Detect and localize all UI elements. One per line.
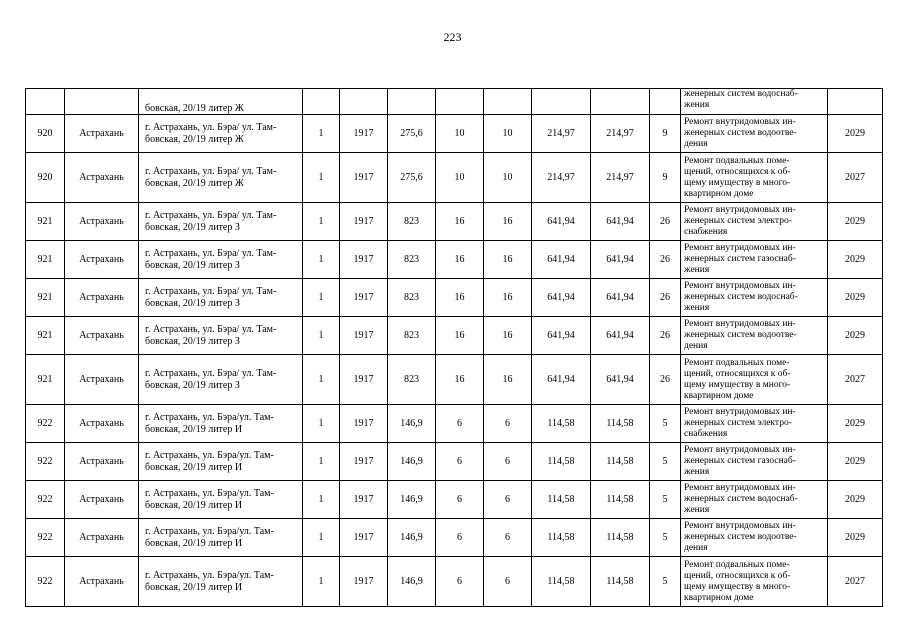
address-cell <box>139 519 303 557</box>
planned-year-cell: 2029 <box>828 405 883 443</box>
work-type-line: жения <box>684 100 710 110</box>
value-cell-2: 16 <box>484 279 532 317</box>
row-number-cell: 920 <box>26 115 65 153</box>
city-cell: Астрахань <box>65 355 139 405</box>
area-cell: 823 <box>388 355 436 405</box>
planned-year-cell: 2029 <box>828 241 883 279</box>
value-cell-3: 26 <box>650 241 681 279</box>
year-built-cell: 1917 <box>340 279 388 317</box>
table-row <box>26 115 883 153</box>
work-type-line: Ремонт внутридомовых ин- <box>684 319 796 329</box>
area-cell: 146,9 <box>388 557 436 607</box>
address-line: бовская, 20/19 литер З <box>145 259 240 271</box>
work-type-line: жения <box>684 265 710 275</box>
amount-cell-2: 641,94 <box>591 317 650 355</box>
work-type-line: дения <box>684 341 708 351</box>
value-cell-1: 6 <box>436 557 484 607</box>
table-row <box>26 519 883 557</box>
address-cell <box>139 405 303 443</box>
amount-cell-2: 114,58 <box>591 443 650 481</box>
count-cell: 1 <box>303 317 340 355</box>
count-cell: 1 <box>303 405 340 443</box>
work-type-cell <box>681 115 828 153</box>
address-line: бовская, 20/19 литер Ж <box>145 133 244 145</box>
amount-cell-2: 641,94 <box>591 203 650 241</box>
amount-cell-1 <box>532 89 591 115</box>
work-type-cell <box>681 153 828 203</box>
value-cell-1: 16 <box>436 355 484 405</box>
value-cell-3: 26 <box>650 279 681 317</box>
address-cell <box>139 279 303 317</box>
amount-cell-1: 114,58 <box>532 443 591 481</box>
address-line: г. Астрахань, ул. Бэра/ул. Там- <box>145 412 274 423</box>
amount-cell-2: 641,94 <box>591 279 650 317</box>
work-type-line: снабжения <box>684 227 728 237</box>
address-cell <box>139 241 303 279</box>
value-cell-2: 16 <box>484 355 532 405</box>
amount-cell-1: 641,94 <box>532 203 591 241</box>
count-cell <box>303 89 340 115</box>
value-cell-2: 10 <box>484 153 532 203</box>
work-type-line: Ремонт подвальных поме- <box>684 357 790 368</box>
row-number-cell: 920 <box>26 153 65 203</box>
value-cell-2: 6 <box>484 557 532 607</box>
year-built-cell: 1917 <box>340 153 388 203</box>
work-type-line: Ремонт внутридомовых ин- <box>684 521 796 531</box>
city-cell: Астрахань <box>65 115 139 153</box>
year-built-cell: 1917 <box>340 115 388 153</box>
value-cell-2: 16 <box>484 241 532 279</box>
amount-cell-1: 214,97 <box>532 153 591 203</box>
row-number-cell: 921 <box>26 203 65 241</box>
count-cell: 1 <box>303 481 340 519</box>
address-cell <box>139 481 303 519</box>
city-cell <box>65 89 139 115</box>
work-type-line: Ремонт внутридомовых ин- <box>684 117 796 127</box>
area-cell: 146,9 <box>388 443 436 481</box>
city-cell: Астрахань <box>65 241 139 279</box>
table-row <box>26 405 883 443</box>
work-type-line: женерных систем водоотве- <box>684 532 797 542</box>
city-cell: Астрахань <box>65 443 139 481</box>
amount-cell-2: 214,97 <box>591 115 650 153</box>
work-type-cell <box>681 317 828 355</box>
work-type-cell <box>681 557 828 607</box>
work-type-line: Ремонт внутридомовых ин- <box>684 483 796 493</box>
value-cell-1: 16 <box>436 279 484 317</box>
work-type-line: женерных систем водоснаб- <box>684 292 798 302</box>
year-built-cell: 1917 <box>340 355 388 405</box>
city-cell: Астрахань <box>65 519 139 557</box>
work-type-line: щений, относящихся к об- <box>684 368 791 379</box>
row-number-cell: 921 <box>26 355 65 405</box>
row-number-cell: 921 <box>26 317 65 355</box>
work-type-line: женерных систем электро- <box>684 418 792 428</box>
value-cell-2: 16 <box>484 203 532 241</box>
work-type-line: квартирном доме <box>684 188 754 199</box>
area-cell <box>388 89 436 115</box>
address-line: г. Астрахань, ул. Бэра/ ул. Там- <box>145 324 277 335</box>
value-cell-2: 6 <box>484 519 532 557</box>
work-type-line: женерных систем водоснаб- <box>684 494 798 504</box>
work-type-line: Ремонт внутридомовых ин- <box>684 281 796 291</box>
count-cell: 1 <box>303 443 340 481</box>
value-cell-2: 6 <box>484 443 532 481</box>
address-line: бовская, 20/19 литер Ж <box>145 177 244 189</box>
year-built-cell: 1917 <box>340 519 388 557</box>
value-cell-1 <box>436 89 484 115</box>
address-line: г. Астрахань, ул. Бэра/ул. Там- <box>145 526 274 537</box>
amount-cell-1: 114,58 <box>532 519 591 557</box>
count-cell: 1 <box>303 279 340 317</box>
planned-year-cell: 2029 <box>828 317 883 355</box>
work-type-cell <box>681 519 828 557</box>
area-cell: 146,9 <box>388 519 436 557</box>
amount-cell-2: 641,94 <box>591 355 650 405</box>
work-type-line: щему имуществу в много- <box>684 379 791 390</box>
area-cell: 823 <box>388 279 436 317</box>
area-cell: 275,6 <box>388 115 436 153</box>
work-type-line: жения <box>684 303 710 313</box>
address-cell <box>139 443 303 481</box>
amount-cell-1: 641,94 <box>532 317 591 355</box>
address-line: бовская, 20/19 литер Ж <box>145 102 244 114</box>
work-type-line: женерных систем водоотве- <box>684 330 797 340</box>
count-cell: 1 <box>303 557 340 607</box>
value-cell-3: 5 <box>650 443 681 481</box>
value-cell-3: 26 <box>650 317 681 355</box>
address-cell <box>139 115 303 153</box>
count-cell: 1 <box>303 153 340 203</box>
work-type-line: щему имуществу в много- <box>684 581 791 592</box>
city-cell: Астрахань <box>65 153 139 203</box>
row-number-cell: 922 <box>26 443 65 481</box>
area-cell: 146,9 <box>388 481 436 519</box>
address-cell <box>139 355 303 405</box>
row-number-cell: 921 <box>26 279 65 317</box>
address-line: г. Астрахань, ул. Бэра/ ул. Там- <box>145 210 277 221</box>
year-built-cell: 1917 <box>340 557 388 607</box>
work-type-line: дения <box>684 139 708 149</box>
row-number-cell: 922 <box>26 557 65 607</box>
year-built-cell: 1917 <box>340 317 388 355</box>
amount-cell-1: 114,58 <box>532 405 591 443</box>
work-type-cell <box>681 405 828 443</box>
work-type-cell <box>681 355 828 405</box>
address-line: г. Астрахань, ул. Бэра/ ул. Там- <box>145 166 277 177</box>
work-type-line: дения <box>684 543 708 553</box>
row-number-cell: 922 <box>26 481 65 519</box>
planned-year-cell: 2029 <box>828 481 883 519</box>
planned-year-cell: 2029 <box>828 279 883 317</box>
area-cell: 823 <box>388 241 436 279</box>
amount-cell-2: 214,97 <box>591 153 650 203</box>
year-built-cell: 1917 <box>340 443 388 481</box>
address-line: г. Астрахань, ул. Бэра/ ул. Там- <box>145 122 277 133</box>
area-cell: 146,9 <box>388 405 436 443</box>
year-built-cell <box>340 89 388 115</box>
area-cell: 823 <box>388 317 436 355</box>
area-cell: 823 <box>388 203 436 241</box>
value-cell-1: 16 <box>436 203 484 241</box>
value-cell-1: 10 <box>436 153 484 203</box>
value-cell-1: 6 <box>436 481 484 519</box>
table-row <box>26 153 883 203</box>
table-row <box>26 203 883 241</box>
count-cell: 1 <box>303 241 340 279</box>
work-type-line: Ремонт внутридомовых ин- <box>684 243 796 253</box>
amount-cell-1: 114,58 <box>532 481 591 519</box>
work-type-cell <box>681 241 828 279</box>
city-cell: Астрахань <box>65 557 139 607</box>
city-cell: Астрахань <box>65 203 139 241</box>
year-built-cell: 1917 <box>340 241 388 279</box>
count-cell: 1 <box>303 519 340 557</box>
address-line: г. Астрахань, ул. Бэра/ул. Там- <box>145 488 274 499</box>
work-type-cell <box>681 89 828 115</box>
amount-cell-2: 114,58 <box>591 519 650 557</box>
address-cell <box>139 557 303 607</box>
city-cell: Астрахань <box>65 317 139 355</box>
value-cell-3: 5 <box>650 481 681 519</box>
value-cell-1: 16 <box>436 241 484 279</box>
table-row <box>26 89 883 115</box>
address-line: г. Астрахань, ул. Бэра/ ул. Там- <box>145 286 277 297</box>
value-cell-3: 26 <box>650 203 681 241</box>
work-type-line: Ремонт подвальных поме- <box>684 155 790 166</box>
value-cell-2 <box>484 89 532 115</box>
address-line: г. Астрахань, ул. Бэра/ул. Там- <box>145 570 274 581</box>
value-cell-2: 6 <box>484 481 532 519</box>
work-type-cell <box>681 443 828 481</box>
count-cell: 1 <box>303 115 340 153</box>
address-cell <box>139 317 303 355</box>
work-type-line: женерных систем водоснаб- <box>684 89 798 99</box>
work-type-cell <box>681 481 828 519</box>
work-type-line: женерных систем газоснаб- <box>684 456 796 466</box>
address-line: бовская, 20/19 литер И <box>145 581 243 593</box>
address-cell <box>139 203 303 241</box>
planned-year-cell: 2029 <box>828 519 883 557</box>
year-built-cell: 1917 <box>340 203 388 241</box>
work-type-line: Ремонт внутридомовых ин- <box>684 445 796 455</box>
row-number-cell: 922 <box>26 405 65 443</box>
value-cell-1: 10 <box>436 115 484 153</box>
planned-year-cell: 2029 <box>828 203 883 241</box>
work-type-line: женерных систем электро- <box>684 216 792 226</box>
address-line: г. Астрахань, ул. Бэра/ ул. Там- <box>145 368 277 379</box>
value-cell-3: 5 <box>650 519 681 557</box>
page-number: 223 <box>443 30 462 44</box>
address-line: бовская, 20/19 литер И <box>145 499 243 511</box>
table-row <box>26 557 883 607</box>
value-cell-1: 6 <box>436 519 484 557</box>
amount-cell-2: 641,94 <box>591 241 650 279</box>
value-cell-3 <box>650 89 681 115</box>
table-row <box>26 355 883 405</box>
city-cell: Астрахань <box>65 405 139 443</box>
year-built-cell: 1917 <box>340 405 388 443</box>
amount-cell-1: 214,97 <box>532 115 591 153</box>
area-cell: 275,6 <box>388 153 436 203</box>
work-type-cell <box>681 279 828 317</box>
year-built-cell: 1917 <box>340 481 388 519</box>
amount-cell-2 <box>591 89 650 115</box>
value-cell-3: 26 <box>650 355 681 405</box>
amount-cell-1: 114,58 <box>532 557 591 607</box>
address-line: бовская, 20/19 литер И <box>145 461 243 473</box>
amount-cell-2: 114,58 <box>591 405 650 443</box>
amount-cell-2: 114,58 <box>591 481 650 519</box>
work-type-line: женерных систем водоотве- <box>684 128 797 138</box>
value-cell-1: 6 <box>436 405 484 443</box>
work-type-line: Ремонт внутридомовых ин- <box>684 205 796 215</box>
work-type-line: жения <box>684 505 710 515</box>
work-type-line: жения <box>684 467 710 477</box>
value-cell-3: 9 <box>650 115 681 153</box>
work-type-line: Ремонт подвальных поме- <box>684 559 790 570</box>
work-type-line: щений, относящихся к об- <box>684 166 791 177</box>
table-row <box>26 317 883 355</box>
value-cell-2: 6 <box>484 405 532 443</box>
address-cell <box>139 89 303 115</box>
address-line: бовская, 20/19 литер И <box>145 423 243 435</box>
repair-schedule-table <box>25 88 883 607</box>
work-type-line: щему имуществу в много- <box>684 177 791 188</box>
value-cell-3: 5 <box>650 557 681 607</box>
planned-year-cell: 2027 <box>828 153 883 203</box>
table-row <box>26 443 883 481</box>
table-row <box>26 279 883 317</box>
work-type-line: квартирном доме <box>684 592 754 603</box>
planned-year-cell: 2029 <box>828 443 883 481</box>
work-type-cell <box>681 203 828 241</box>
value-cell-3: 9 <box>650 153 681 203</box>
value-cell-1: 16 <box>436 317 484 355</box>
address-line: г. Астрахань, ул. Бэра/ ул. Там- <box>145 248 277 259</box>
address-line: бовская, 20/19 литер З <box>145 221 240 233</box>
work-type-line: квартирном доме <box>684 390 754 401</box>
work-type-line: снабжения <box>684 429 728 439</box>
value-cell-3: 5 <box>650 405 681 443</box>
address-line: бовская, 20/19 литер И <box>145 537 243 549</box>
table-row <box>26 481 883 519</box>
planned-year-cell <box>828 89 883 115</box>
address-line: бовская, 20/19 литер З <box>145 335 240 347</box>
row-number-cell <box>26 89 65 115</box>
amount-cell-1: 641,94 <box>532 355 591 405</box>
planned-year-cell: 2029 <box>828 115 883 153</box>
amount-cell-2: 114,58 <box>591 557 650 607</box>
value-cell-1: 6 <box>436 443 484 481</box>
address-line: бовская, 20/19 литер З <box>145 297 240 309</box>
address-cell <box>139 153 303 203</box>
address-line: г. Астрахань, ул. Бэра/ул. Там- <box>145 450 274 461</box>
value-cell-2: 10 <box>484 115 532 153</box>
planned-year-cell: 2027 <box>828 557 883 607</box>
planned-year-cell: 2027 <box>828 355 883 405</box>
amount-cell-1: 641,94 <box>532 279 591 317</box>
table-row <box>26 241 883 279</box>
work-type-line: щений, относящихся к об- <box>684 570 791 581</box>
city-cell: Астрахань <box>65 481 139 519</box>
count-cell: 1 <box>303 203 340 241</box>
row-number-cell: 921 <box>26 241 65 279</box>
count-cell: 1 <box>303 355 340 405</box>
value-cell-2: 16 <box>484 317 532 355</box>
city-cell: Астрахань <box>65 279 139 317</box>
address-line: бовская, 20/19 литер З <box>145 379 240 391</box>
work-type-line: женерных систем газоснаб- <box>684 254 796 264</box>
row-number-cell: 922 <box>26 519 65 557</box>
work-type-line: Ремонт внутридомовых ин- <box>684 407 796 417</box>
amount-cell-1: 641,94 <box>532 241 591 279</box>
